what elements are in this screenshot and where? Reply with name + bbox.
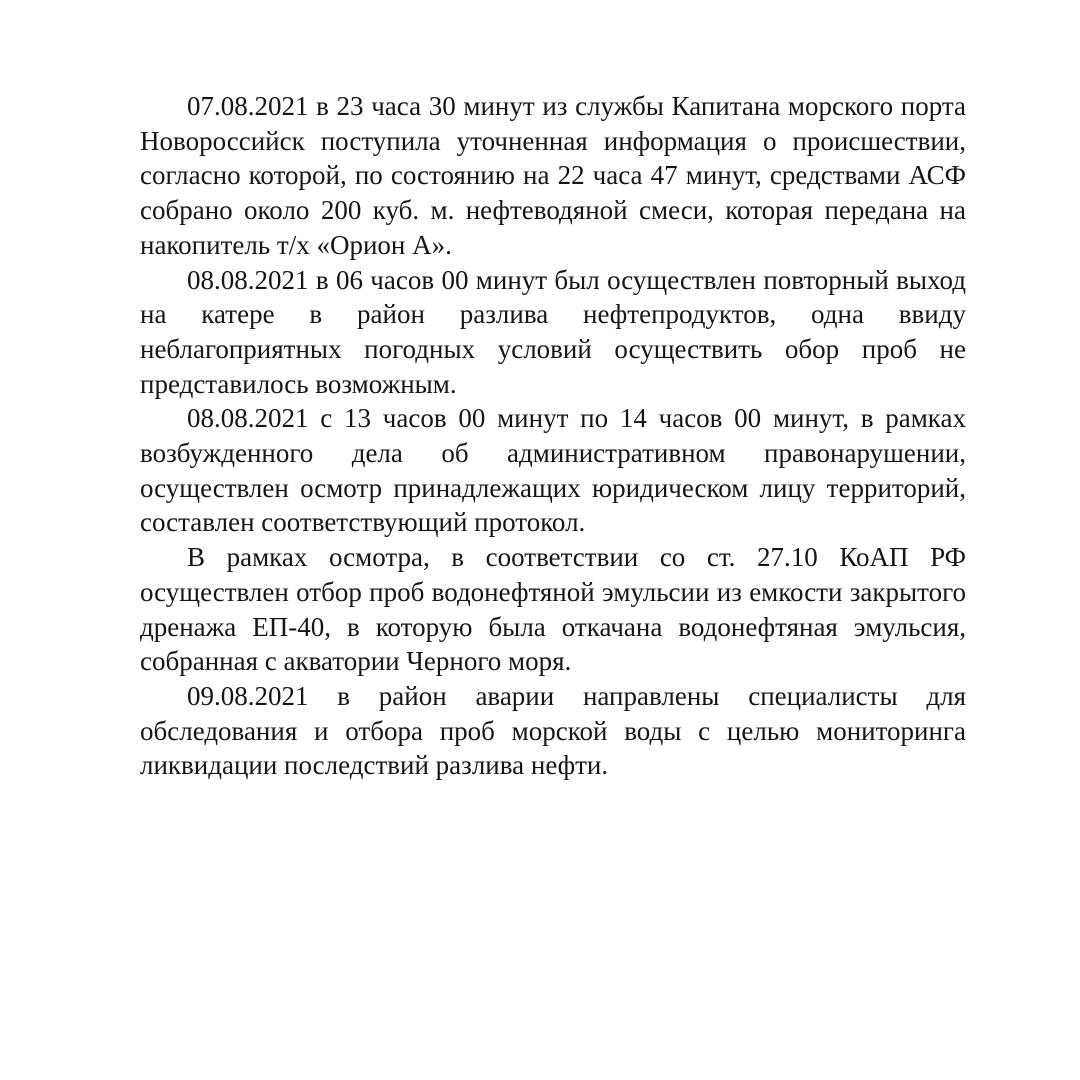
- paragraph-1: 07.08.2021 в 23 часа 30 минут из службы Капитана морского порта Новороссийск поступила уточненная информация о происшествии, согласно которой, по состоянию на 22 часа 47 минут, средствами АСФ собрано около 200 куб. м. нефтеводяной смеси, которая передана на накопитель т/х «Орион А».: [140, 91, 966, 260]
- paragraph-4: В рамках осмотра, в соответствии со ст. 27.10 КоАП РФ осуществлен отбор проб водонефтяной эмульсии из емкости закрытого дренажа ЕП-40, в которую была откачана водонефтяная эмульсия, собранная с акватории Черного моря.: [140, 542, 966, 677]
- paragraph-5: 09.08.2021 в район аварии направлены специалисты для обследования и отбора проб морской воды с целью мониторинга ликвидации последствий разлива нефти.: [140, 680, 966, 781]
- paragraph-2: 08.08.2021 в 06 часов 00 минут был осуществлен повторный выход на катере в район разлива нефтепродуктов, одна ввиду неблагоприятных погодных условий осуществить обор проб не представилось возможным.: [140, 264, 966, 399]
- paragraph-3: 08.08.2021 с 13 часов 00 минут по 14 часов 00 минут, в рамках возбужденного дела об административном правонарушении, осуществлен осмотр принадлежащих юридическом лицу территорий, составлен соответствующий протокол.: [140, 403, 966, 538]
- document-body: [140, 89, 966, 783]
